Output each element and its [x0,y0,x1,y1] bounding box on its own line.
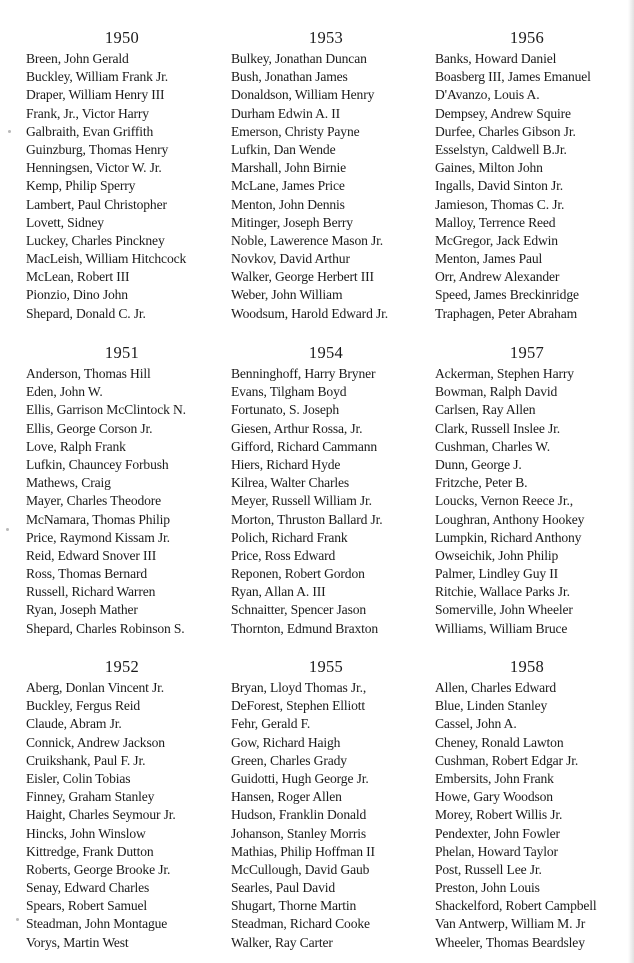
member-list [26,50,226,323]
member-name: McGregor, Jack Edwin [435,232,558,248]
member-name: Williams, William Bruce [435,620,568,636]
member-name: Frank, Jr., Victor Harry [26,105,149,121]
member-name: Cheney, Ronald Lawton [435,734,564,750]
paper-speck [6,528,9,531]
member-name: Ryan, Joseph Mather [26,602,138,618]
member-name: Ross, Thomas Bernard [26,566,147,582]
member-name: Aberg, Donlan Vincent Jr. [26,680,165,695]
member-name: Menton, John Dennis [231,196,345,212]
member-name: Vorys, Martin West [26,934,129,950]
class-block-1957 [435,343,633,638]
member-name: Durham Edwin A. II [231,105,341,121]
member-name: Walker, George Herbert III [231,269,374,285]
member-name: Dempsey, Andrew Squire [435,105,571,121]
class-block-1955 [231,657,431,952]
member-name: Pendexter, John Fowler [435,825,560,841]
member-name: Russell, Richard Warren [26,584,156,600]
member-name: Finney, Graham Stanley [26,789,155,805]
member-name: Fritzche, Peter B. [435,475,528,491]
member-name: Steadman, John Montague [26,916,168,932]
member-name: Malloy, Terrence Reed [435,214,556,230]
member-name: Mathews, Craig [26,475,111,491]
member-name: Gifford, Richard Cammann [231,438,378,454]
member-name: Orr, Andrew Alexander [435,269,560,285]
member-name: Somerville, John Wheeler [435,602,573,618]
page-edge-shadow [628,0,634,963]
member-name: Owseichik, John Philip [435,547,559,563]
class-block-1956 [435,28,633,323]
member-name: Ellis, George Corson Jr. [26,420,153,436]
member-name: Van Antwerp, William M. Jr [435,916,586,932]
member-name: Dunn, George J. [435,456,522,472]
member-name: Johanson, Stanley Morris [231,825,366,841]
member-name: Price, Ross Edward [231,547,336,563]
member-name: Polich, Richard Frank [231,529,348,545]
class-year-heading: 1955 [308,657,344,676]
member-name: Mayer, Charles Theodore [26,493,162,509]
class-year-heading: 1953 [308,28,344,47]
member-name: Woodsum, Harold Edward Jr. [231,305,388,321]
member-name: Anderson, Thomas Hill [26,366,151,381]
member-name: Mathias, Philip Hoffman II [231,843,375,859]
member-name: Kemp, Philip Sperry [26,178,136,194]
class-year-heading: 1954 [308,343,344,362]
member-name: Connick, Andrew Jackson [26,734,165,750]
member-list [435,679,633,952]
member-name: Wheeler, Thomas Beardsley [435,934,585,950]
member-name: Embersits, John Frank [435,770,554,786]
member-name: Kilrea, Walter Charles [231,475,350,491]
member-name: Hiers, Richard Hyde [231,456,341,472]
member-name: Buckley, Fergus Reid [26,698,141,714]
member-name: Carlsen, Ray Allen [435,402,536,418]
member-name: Clark, Russell Inslee Jr. [435,420,560,436]
member-name: Eden, John W. [26,384,103,400]
member-name: Novkov, David Arthur [231,251,350,267]
member-name: Meyer, Russell William Jr. [231,493,372,509]
member-name: Green, Charles Grady [231,752,347,768]
member-name: Fehr, Gerald F. [231,716,311,732]
member-name: Lovett, Sidney [26,214,104,230]
member-name: Ingalls, David Sinton Jr. [435,178,564,194]
class-block-1950 [26,28,226,323]
member-name: Weber, John William [231,287,343,303]
member-name: Shackelford, Robert Campbell [435,898,597,914]
class-block-1954 [231,343,431,638]
member-name: Blue, Linden Stanley [435,698,548,714]
class-year-heading: 1956 [509,28,545,47]
class-year-heading: 1957 [509,343,545,362]
member-name: Allen, Charles Edward [435,680,557,695]
member-name: Speed, James Breckinridge [435,287,579,303]
member-name: Guidotti, Hugh George Jr. [231,770,369,786]
member-list [231,50,431,323]
member-name: Banks, Howard Daniel [435,51,557,66]
member-name: Cushman, Robert Edgar Jr. [435,752,579,768]
class-block-1958 [435,657,633,952]
member-name: Haight, Charles Seymour Jr. [26,807,176,823]
member-name: Cushman, Charles W. [435,438,550,454]
member-name: Gaines, Milton John [435,160,543,176]
member-list [231,679,431,952]
member-name: McLane, James Price [231,178,345,194]
member-name: Ellis, Garrison McClintock N. [26,402,186,418]
member-name: Henningsen, Victor W. Jr. [26,160,162,176]
member-name: Draper, William Henry III [26,87,165,103]
member-name: Boasberg III, James Emanuel [435,69,591,85]
member-name: DeForest, Stephen Elliott [231,698,366,714]
member-list [231,365,431,638]
member-name: Searles, Paul David [231,880,335,896]
member-name: Roberts, George Brooke Jr. [26,861,171,877]
member-name: D'Avanzo, Louis A. [435,87,540,103]
member-name: McLean, Robert III [26,269,130,285]
member-list [435,365,633,638]
member-name: Emerson, Christy Payne [231,123,360,139]
member-name: Schnaitter, Spencer Jason [231,602,367,618]
member-name: Breen, John Gerald [26,51,129,66]
member-name: Thornton, Edmund Braxton [231,620,379,636]
member-name: Bush, Jonathan James [231,69,348,85]
member-name: MacLeish, William Hitchcock [26,251,187,267]
member-name: Morey, Robert Willis Jr. [435,807,563,823]
member-name: Eisler, Colin Tobias [26,770,131,786]
member-name: Walker, Ray Carter [231,934,333,950]
member-name: Galbraith, Evan Griffith [26,123,154,139]
member-name: Kittredge, Frank Dutton [26,843,154,859]
member-name: Hansen, Roger Allen [231,789,342,805]
member-list [26,365,226,638]
member-name: Giesen, Arthur Rossa, Jr. [231,420,363,436]
member-name: Shepard, Donald C. Jr. [26,305,146,321]
member-name: Post, Russell Lee Jr. [435,861,542,877]
member-name: Traphagen, Peter Abraham [435,305,577,321]
member-name: Reid, Edward Snover III [26,547,157,563]
member-name: Shugart, Thorne Martin [231,898,357,914]
member-name: Menton, James Paul [435,251,543,267]
member-name: Preston, John Louis [435,880,540,896]
member-name: Reponen, Robert Gordon [231,566,365,582]
member-name: Lufkin, Dan Wende [231,141,336,157]
member-name: McNamara, Thomas Philip [26,511,170,527]
member-name: Love, Ralph Frank [26,438,126,454]
member-name: Ryan, Allan A. III [231,584,326,600]
member-name: Evans, Tilgham Boyd [231,384,347,400]
member-name: Guinzburg, Thomas Henry [26,141,169,157]
member-name: Lambert, Paul Christopher [26,196,167,212]
member-name: Bryan, Lloyd Thomas Jr., [231,680,367,695]
member-name: Loucks, Vernon Reece Jr., [435,493,573,509]
class-year-heading: 1958 [509,657,545,676]
paper-speck [16,918,19,921]
member-name: Shepard, Charles Robinson S. [26,620,185,636]
member-name: Spears, Robert Samuel [26,898,148,914]
member-name: Esselstyn, Caldwell B.Jr. [435,141,567,157]
member-list [26,679,226,952]
member-name: Price, Raymond Kissam Jr. [26,529,170,545]
member-name: Gow, Richard Haigh [231,734,341,750]
member-name: Jamieson, Thomas C. Jr. [435,196,565,212]
member-name: Cassel, John A. [435,716,517,732]
member-name: Senay, Edward Charles [26,880,150,896]
member-name: Palmer, Lindley Guy II [435,566,558,582]
member-name: Marshall, John Birnie [231,160,347,176]
member-name: Luckey, Charles Pinckney [26,232,165,248]
member-name: Cruikshank, Paul F. Jr. [26,752,146,768]
member-name: Steadman, Richard Cooke [231,916,370,932]
class-block-1953 [231,28,431,323]
member-name: Claude, Abram Jr. [26,716,122,732]
member-name: Lumpkin, Richard Anthony [435,529,582,545]
class-year-heading: 1952 [104,657,140,676]
member-name: Hincks, John Winslow [26,825,146,841]
member-name: Bowman, Ralph David [435,384,558,400]
member-name: Pionzio, Dino John [26,287,128,303]
member-name: Ritchie, Wallace Parks Jr. [435,584,570,600]
member-name: McCullough, David Gaub [231,861,370,877]
member-name: Loughran, Anthony Hookey [435,511,585,527]
member-name: Bulkey, Jonathan Duncan [231,51,367,66]
member-name: Fortunato, S. Joseph [231,402,340,418]
paper-speck [8,130,11,133]
member-name: Hudson, Franklin Donald [231,807,367,823]
member-name: Benninghoff, Harry Bryner [231,366,376,381]
member-name: Howe, Gary Woodson [435,789,553,805]
member-list [435,50,633,323]
member-name: Lufkin, Chauncey Forbush [26,456,169,472]
member-name: Buckley, William Frank Jr. [26,69,169,85]
member-name: Ackerman, Stephen Harry [435,366,574,381]
member-name: Mitinger, Joseph Berry [231,214,353,230]
member-name: Morton, Thruston Ballard Jr. [231,511,383,527]
class-block-1951 [26,343,226,638]
class-year-heading: 1950 [104,28,140,47]
class-year-heading: 1951 [104,343,140,362]
class-block-1952 [26,657,226,952]
member-name: Durfee, Charles Gibson Jr. [435,123,576,139]
member-name: Donaldson, William Henry [231,87,375,103]
member-name: Noble, Lawerence Mason Jr. [231,232,383,248]
member-name: Phelan, Howard Taylor [435,843,558,859]
